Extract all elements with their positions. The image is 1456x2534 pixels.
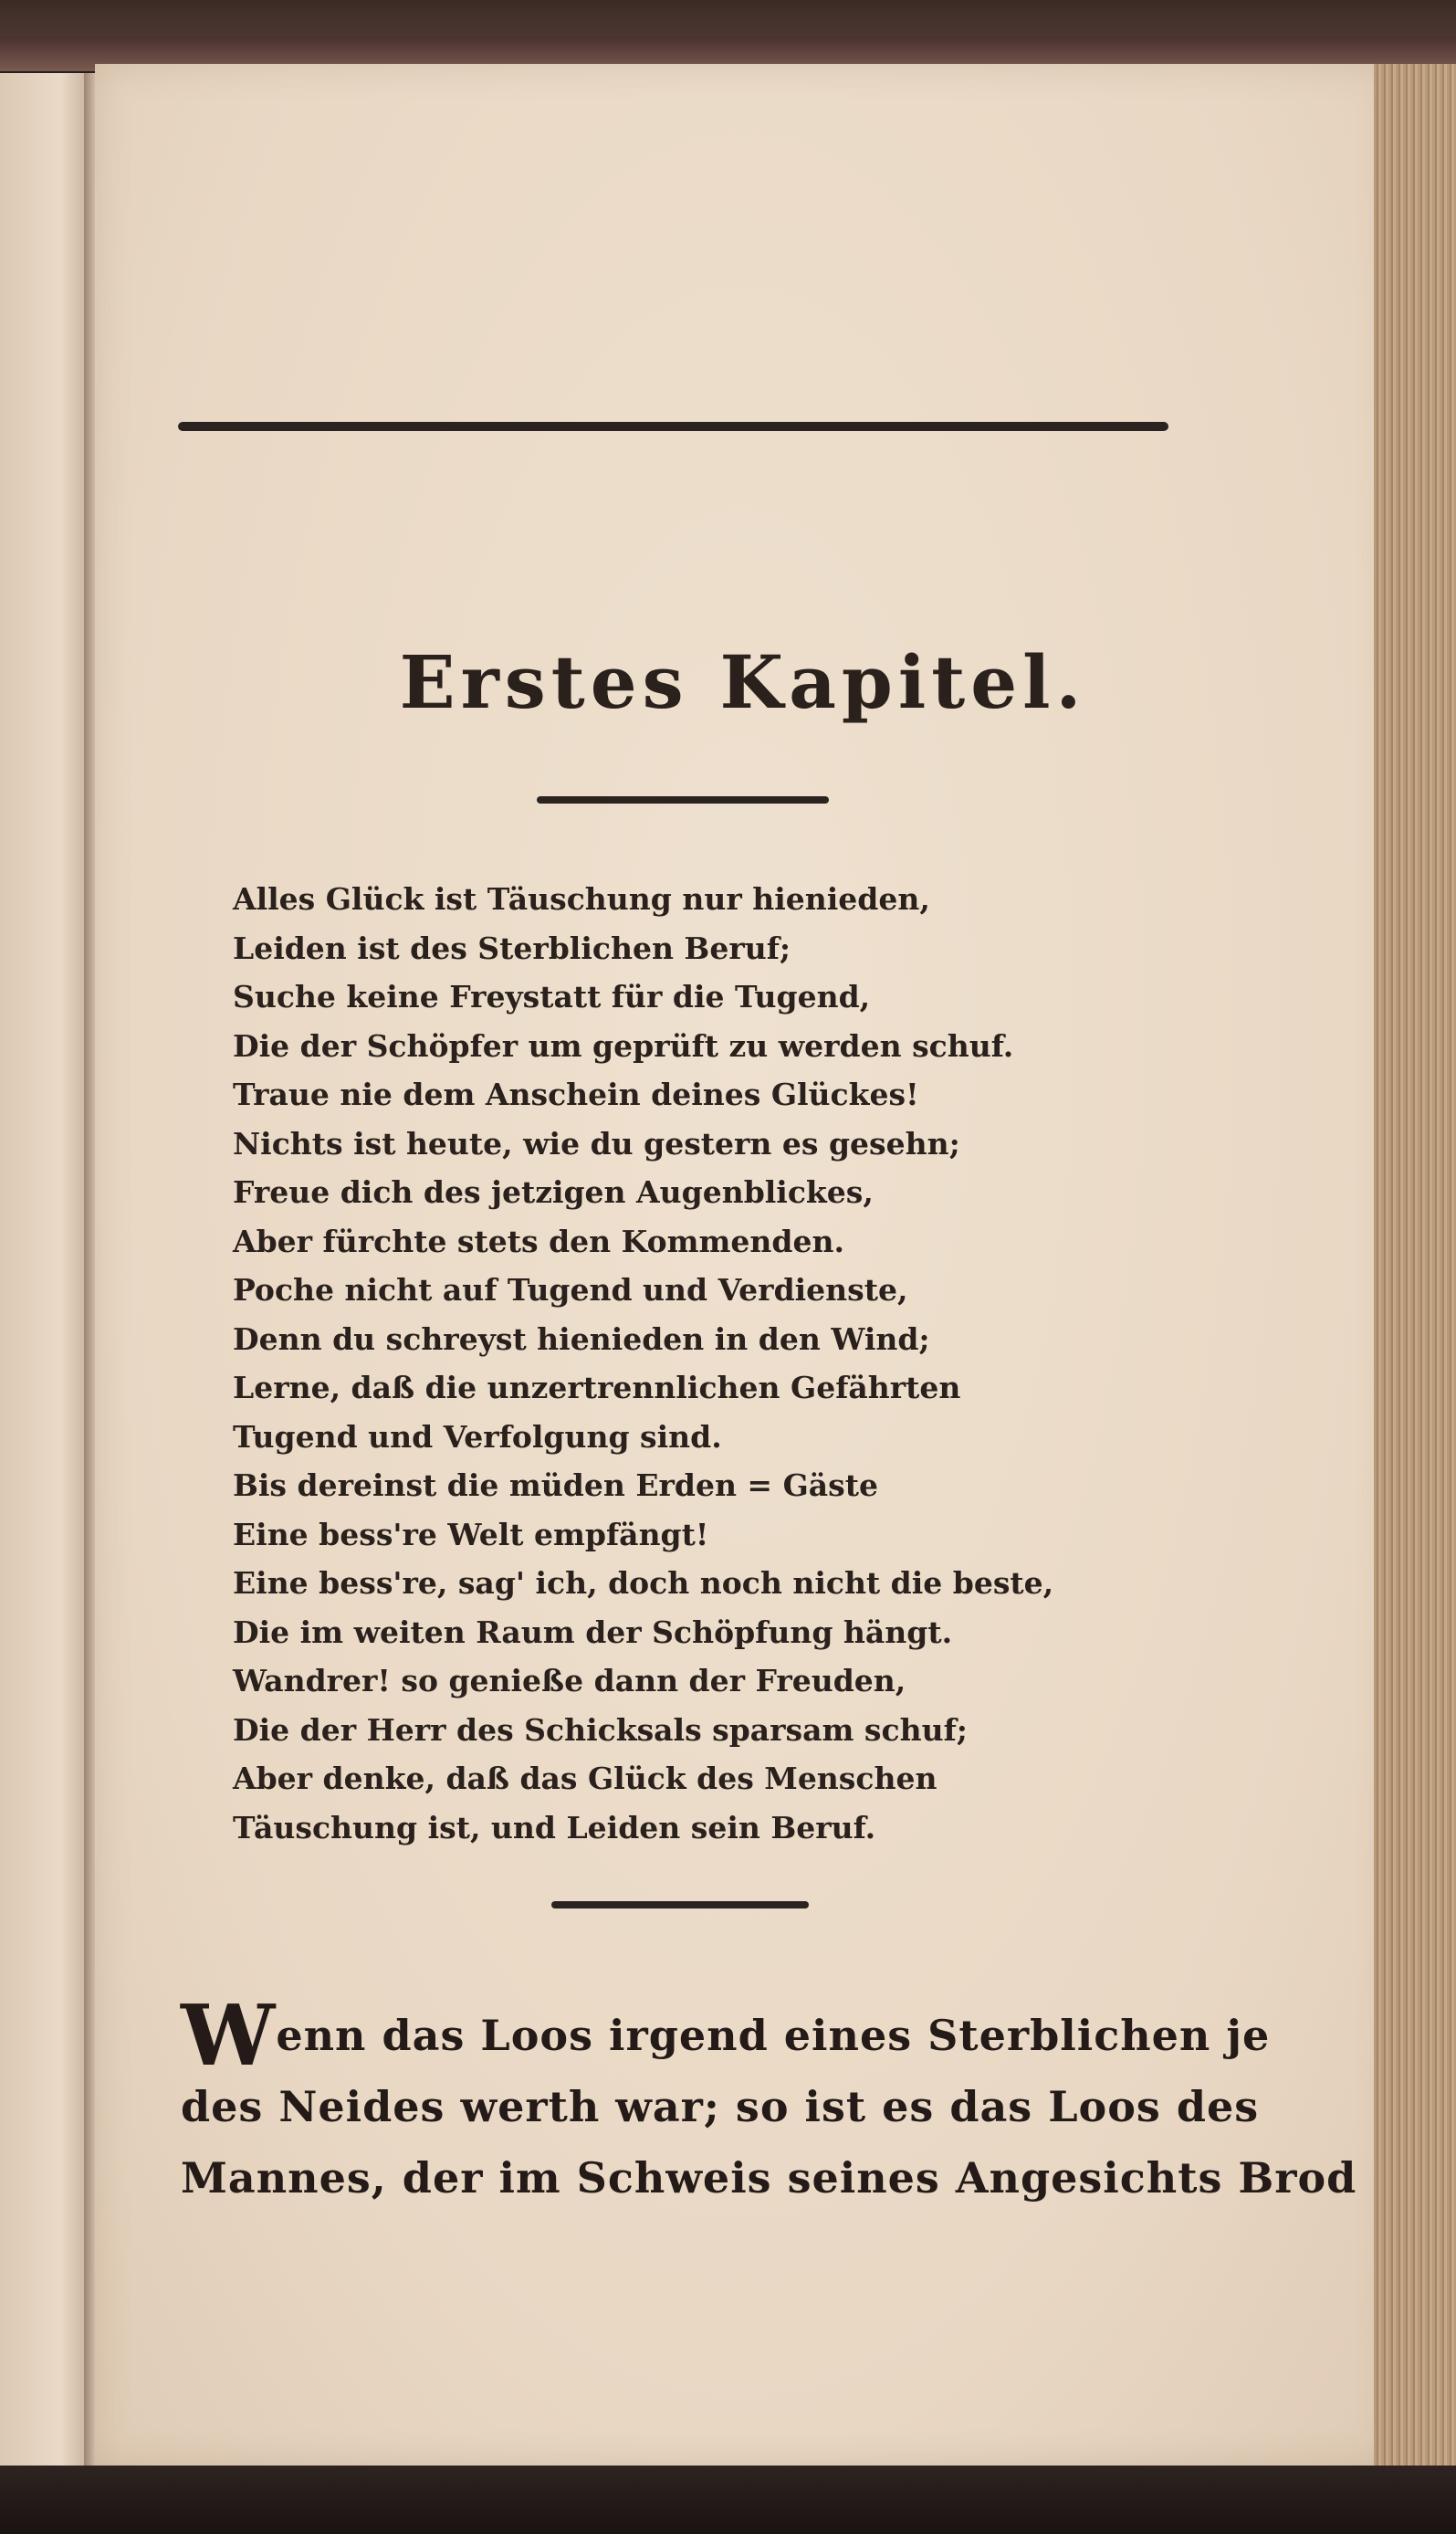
poem-line: Leiden ist des Sterblichen Beruf; [233,930,791,966]
poem-line: Freue dich des jetzigen Augenblickes, [233,1174,874,1210]
poem-line: Bis dereinst die müden Erden = Gäste [233,1467,878,1503]
book-bottom-edge [0,2466,1456,2534]
poem-line: Suche keine Freystatt für die Tugend, [233,979,871,1015]
prose-line-text: enn das Loos irgend eines Sterblichen je [276,2011,1271,2060]
poem-line: Aber fürchte stets den Kommenden. [233,1223,844,1259]
poem-line: Wandrer! so genieße dann der Freuden, [233,1663,906,1698]
poem-line: Die im weiten Raum der Schöpfung hängt. [233,1614,953,1650]
drop-cap: W [181,1986,277,2085]
left-page-edge [0,73,87,2466]
poem-line: Poche nicht auf Tugend und Verdienste, [233,1272,908,1308]
title-rule [537,796,829,804]
chapter-title: Erstes Kapitel. [399,639,1087,725]
top-rule [178,422,1168,431]
poem-line: Traue nie dem Anschein deines Glückes! [233,1077,919,1112]
prose-paragraph [181,1986,1357,2213]
prose-line [181,1986,1271,2085]
poem-line: Täuschung ist, und Leiden sein Beruf. [233,1809,876,1845]
poem-line: Eine bess're, sag' ich, doch noch nicht die beste, [233,1565,1054,1601]
poem-end-rule [551,1901,809,1908]
prose-line: Mannes, der im Schweis seines Angesichts Brod [181,2153,1357,2203]
page-fore-edge [1374,64,1456,2466]
poem [233,875,1054,1852]
poem-line: Lerne, daß die unzertrennlichen Gefährten [233,1370,961,1405]
poem-line: Denn du schreyst hienieden in den Wind; [233,1320,930,1357]
prose-line: des Neides werth war; so ist es das Loos des [181,2082,1260,2131]
poem-line: Eine bess're Welt empfängt! [233,1516,709,1552]
poem-line: Tugend und Verfolgung sind. [233,1418,722,1455]
poem-line: Nichts ist heute, wie du gestern es gesehn; [233,1125,960,1162]
poem-line: Alles Glück ist Täuschung nur hienieden, [233,881,930,917]
poem-line: Die der Schöpfer um geprüft zu werden schuf. [233,1027,1014,1064]
poem-line: Aber denke, daß das Glück des Menschen [233,1761,937,1796]
poem-line: Die der Herr des Schicksals sparsam schuf; [233,1711,968,1748]
